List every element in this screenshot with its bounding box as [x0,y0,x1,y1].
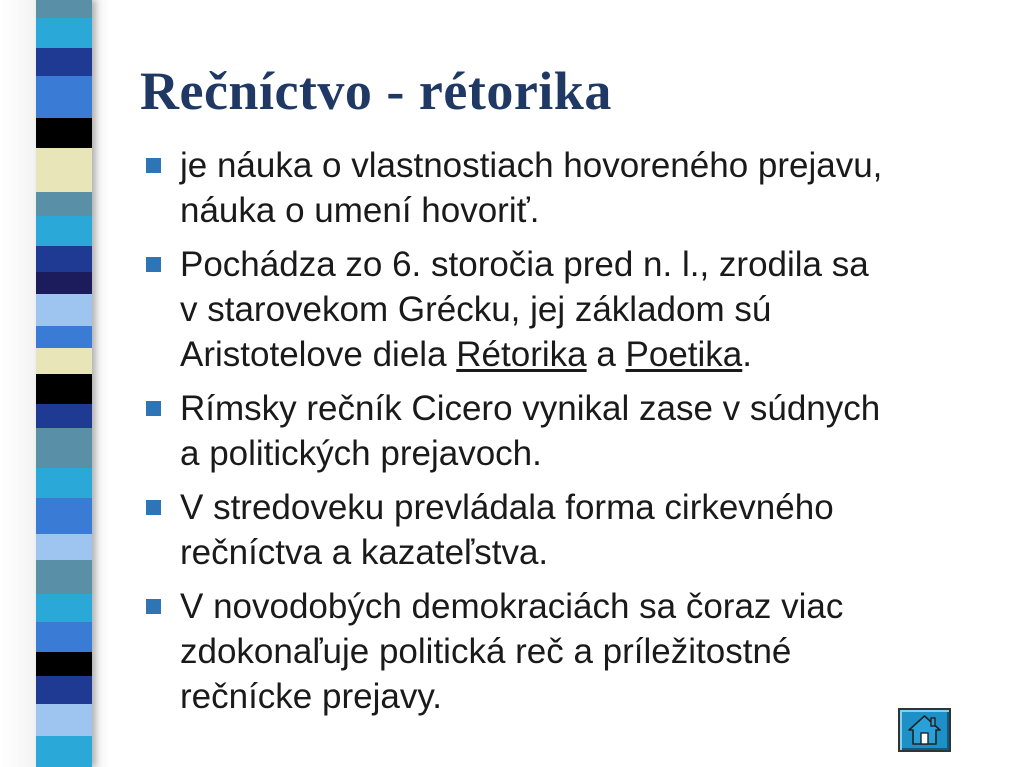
strip-block [36,348,92,374]
list-item [142,584,1002,719]
bullet-text-line [180,143,1002,188]
bullet-text-line [180,332,1002,377]
strip-block [36,468,92,498]
text-segment: a politických prejavoch. [180,434,542,473]
strip-block [36,294,92,326]
strip-block [36,272,92,294]
hyperlink[interactable]: Poetika [625,335,743,374]
bullet-text-line [180,287,1002,332]
text-segment: rečnícke prejavy. [180,677,442,716]
bullet-text-line [180,584,1002,629]
strip-block [36,192,92,216]
text-segment: rečníctva a kazateľstva. [180,533,549,572]
text-segment: náuka o umení hovoriť. [180,191,540,230]
list-item [142,386,1002,476]
list-item [142,242,1002,377]
strip-block [36,736,92,767]
text-segment: Pochádza zo 6. storočia pred n. l., zrodila sa [180,245,869,284]
bullet-text-line [180,431,1002,476]
text-segment: je náuka o vlastnostiach hovoreného prejavu, [180,146,883,185]
decorative-strip [36,0,92,767]
strip-block [36,594,92,622]
text-segment: v starovekom Grécku, jej základom sú [180,290,772,329]
strip-block [36,622,92,652]
strip-block [36,148,92,192]
bullet-text-line [180,242,1002,287]
strip-block [36,48,92,76]
strip-block [36,652,92,676]
bullet-text-line [180,530,1002,575]
bullet-list [142,143,1002,728]
strip-block [36,374,92,404]
text-segment: a [586,335,626,374]
strip-block [36,76,92,118]
strip-block [36,404,92,428]
square-bullet-icon [146,401,161,416]
strip-block [36,326,92,348]
list-item [142,485,1002,575]
home-button[interactable] [898,708,951,752]
text-segment: Aristotelove diela [180,335,457,374]
text-segment: V stredoveku prevládala forma cirkevného [180,488,834,527]
text-segment: . [742,335,752,374]
bullet-text-line [180,674,1002,719]
strip-block [36,18,92,48]
text-segment: V novodobých demokraciách sa čoraz viac [180,587,844,626]
strip-block [36,428,92,468]
hyperlink[interactable]: Rétorika [456,335,587,374]
square-bullet-icon [146,257,161,272]
strip-block [36,216,92,246]
bullet-text-line [180,188,1002,233]
square-bullet-icon [146,500,161,515]
strip-block [36,118,92,148]
strip-block [36,246,92,272]
strip-block [36,534,92,560]
bullet-text-line [180,629,1002,674]
square-bullet-icon [146,599,161,614]
strip-block [36,498,92,534]
slide-title: Rečníctvo - rétorika [140,61,612,121]
strip-block [36,560,92,594]
square-bullet-icon [146,158,161,173]
bullet-text-line [180,485,1002,530]
strip-block [36,0,92,18]
bullet-text-line [180,386,1002,431]
text-segment: Rímsky rečník Cicero vynikal zase v súdnych [180,389,881,428]
strip-block [36,676,92,704]
strip-block [36,704,92,736]
text-segment: zdokonaľuje politická reč a príležitostné [180,632,792,671]
list-item [142,143,1002,233]
home-icon [907,714,942,746]
